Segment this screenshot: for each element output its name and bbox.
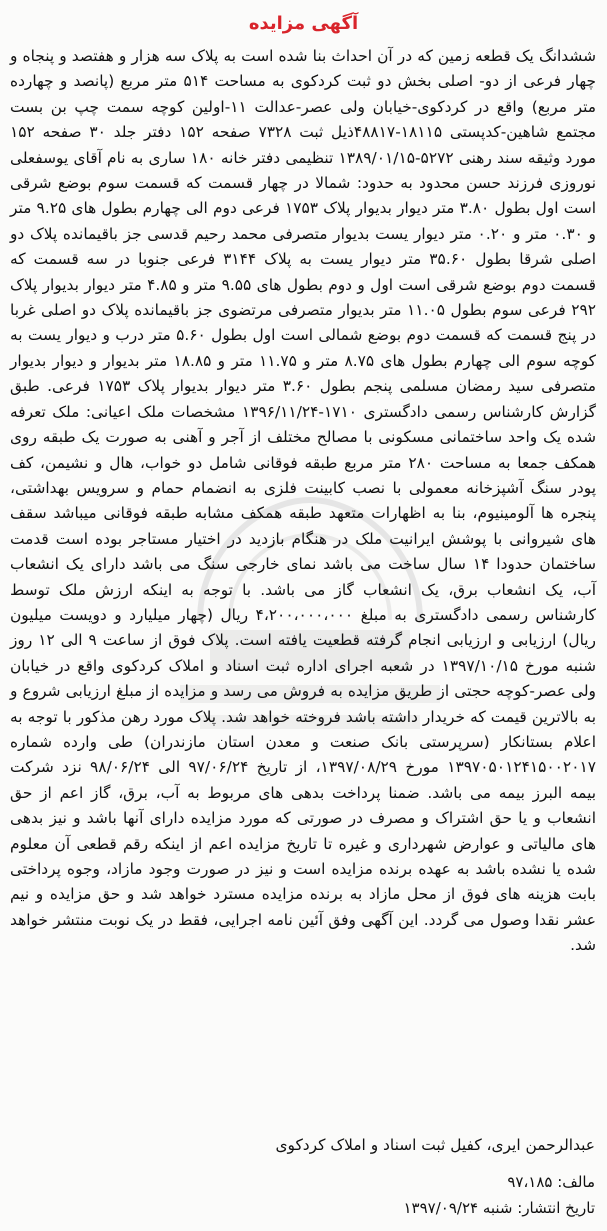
notice-title: آگهی مزایده	[248, 13, 359, 34]
file-number: مالف: ۹۷،۱۸۵	[507, 1173, 595, 1191]
notice-signature: عبدالرحمن ایری، کفیل ثبت اسناد و املاک کردکوی	[275, 1136, 595, 1154]
publish-date: تاریخ انتشار: شنبه ۱۳۹۷/۰۹/۲۴	[403, 1199, 595, 1217]
notice-body-text	[10, 44, 596, 959]
notice-header	[0, 10, 607, 38]
notice-footer	[295, 1169, 595, 1221]
notice-body-paragraph: ششدانگ یک قطعه زمین که در آن احداث بنا شده است به پلاک سه هزار و هفتصد و پنجاه و چهار فرعی از دو- اصلی بخش دو ثبت کردکوی به مساحت ۵۱۴ متر مربع (پانصد و چهارده متر مربع) واقع در کردکوی-خیابان ولی عصر-عدالت ۱۱-اولین کوچه سمت چپ بن بست مجتمع شاهین-کدپستی ۱۸۱۱۵-۴۸۸۱۷ذیل ثبت ۷۳۲۸ صفحه ۱۵۲ دفتر جلد ۳۰ صفحه ۱۵۲ مورد وثیقه سند رهنی ۵۲۷۲-۱۳۸۹/۰۱/۱۵ تنظیمی دفتر خانه ۱۸۰ ساری به نام آقای یوسفعلی نوروزی فرزند حسن محدود به حدود: شمالا در چهار قسمت که قسمت سوم بوضع شرقی است اول بطول ۳.۸۰ متر دیوار بدیوار پلاک ۱۷۵۳ فرعی دوم الی چهارم بطول های ۹.۲۵ متر و ۰.۳۰ متر و ۰.۲۰ متر دیوار یست بدیوار متصرفی محمد رحیم قدسی جز باقیمانده پلاک دو اصلی شرقا بطول ۳۵.۶۰ متر دیوار یست به پلاک ۳۱۴۴ فرعی جنوبا در سه قسمت که قسمت دوم بوضع شرقی است اول و دوم بطول های ۹.۵۵ متر و ۴.۸۵ متر دیوار بدیوار پلاک ۲۹۲ فرعی سوم بطول ۱۱.۰۵ متر بدیوار متصرفی مرتضوی جز باقیمانده پلاک دو اصلی غربا در پنج قسمت که قسمت دوم بوضع شمالی است اول بطول ۵.۶۰ متر درب و دیوار یست به کوچه سوم الی چهارم بطول های ۸.۷۵ متر و ۱۱.۷۵ متر و ۱۸.۸۵ متر بدیوار و دیوار بدیوار متصرفی سید رمضان مسلمی پنجم بطول ۳.۶۰ متر دیوار بدیوار پلاک ۱۷۵۳ فرعی. طبق گزارش کارشناس رسمی دادگستری ۱۷۱۰-۱۳۹۶/۱۱/۲۴ مشخصات ملک اعیانی: ملک تعرفه شده یک واحد ساختمانی مسکونی با مصالح مختلف از آجر و آهنی به صورت یک طبقه روی همکف جمعا به مساحت ۲۸۰ متر مربع طبقه فوقانی شامل دو خواب، هال و نشیمن، کف پودر سنگ آشپزخانه معمولی با نصب کابینت فلزی به انضمام حمام و سرویس بهداشتی، پنجره ها آلومینیوم، بنا به اظهارات متعهد طبقه همکف مشابه طبقه فوقانی میباشد سقف های شیروانی با پوشش ایرانیت ملک در هنگام بازدید در اختیار مستاجر بوده است قدمت ساختمان حدودا ۱۴ سال ساخت می باشد نمای خارجی سنگ می باشد دارای یک انشعاب آب، یک انشعاب برق، یک انشعاب گاز می باشد. با توجه به اینکه ارزش ملک توسط کارشناس رسمی دادگستری به مبلغ ۴،۲۰۰،۰۰۰،۰۰۰ ریال (چهار میلیارد و دویست میلیون ریال) ارزیابی و ارزیابی انجام گرفته قطعیت یافته است. پلاک فوق از ساعت ۹ الی ۱۲ روز شنبه مورخ ۱۳۹۷/۱۰/۱۵ در شعبه اجرای اداره ثبت اسناد و املاک کردکوی واقع در خیابان ولی عصر-کوچه حجتی از طریق مزایده به فروش می رسد و مزایده از مبلغ ارزیابی شروع و به بالاترین قیمت که خریدار داشته باشد فروخته خواهد شد. پلاک مورد رهن مذکور با توجه به اعلام بستانکار (سرپرستی بانک صنعت و معدن استان مازندران) طی وارده شماره ۱۳۹۷۰۵۰۱۲۴۱۵۰۰۲۰۱۷ مورخ ۱۳۹۷/۰۸/۲۹، از تاریخ ۹۷/۰۶/۲۴ الی ۹۸/۰۶/۲۴ نزد شرکت بیمه البرز بیمه می باشد. ضمنا پرداخت بدهی های مربوط به آب، برق، گاز اعم از حق انشعاب و یا حق اشتراک و مصرف در صورتی که مورد مزایده دارای آنها باشد و نیز بدهی های مالیاتی و عوارض شهرداری و غیره تا تاریخ مزایده اعم از اینکه رقم قطعی آن معلوم شده یا نشده باشد به عهده برنده مزایده است و نیز در صورت وجود مازاد، وجوه پرداختی بابت هزینه های فوق از محل مازاد به برنده مزایده مسترد خواهد شد و حق مزایده و نیم عشر نقدا وصول می گردد. این آگهی وفق آئین نامه اجرایی، فقط در یک نوبت منتشر خواهد شد.	[10, 47, 597, 955]
